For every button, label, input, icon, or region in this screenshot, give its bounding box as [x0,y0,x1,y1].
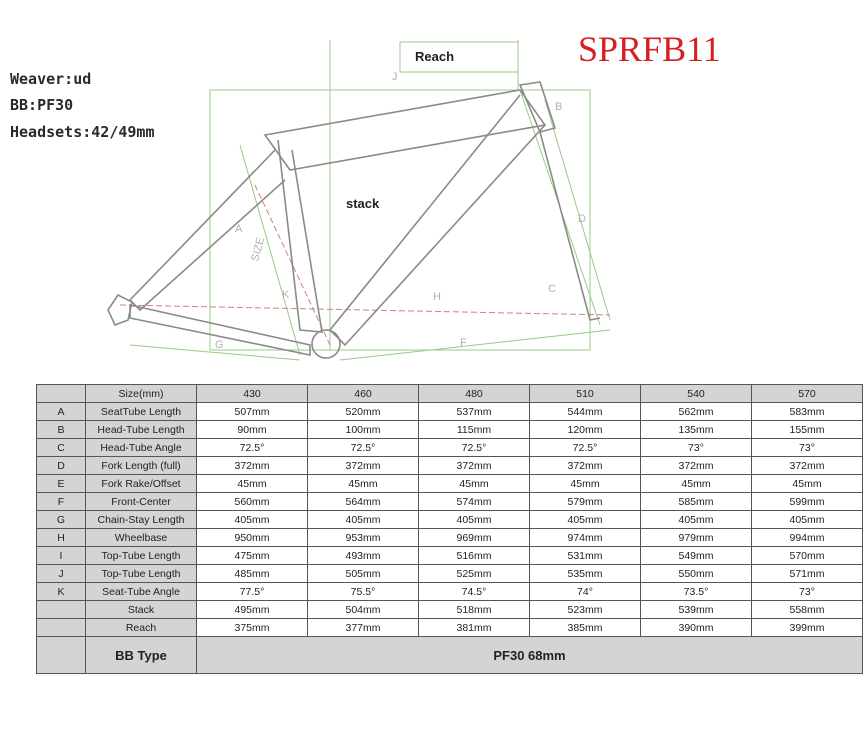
row-value: 74.5° [419,583,530,601]
row-value: 115mm [419,421,530,439]
row-value: 539mm [641,601,752,619]
row-letter: E [37,475,86,493]
row-value: 579mm [530,493,641,511]
row-value: 375mm [197,619,308,637]
row-value: 405mm [752,511,863,529]
stack-label: stack [346,196,380,211]
row-letter: C [37,439,86,457]
header-size-5: 570 [752,385,863,403]
row-value: 75.5° [308,583,419,601]
row-value: 505mm [308,565,419,583]
label-k: K [282,289,290,301]
row-value: 73° [641,439,752,457]
row-label: Front-Center [86,493,197,511]
row-label: Seat-Tube Angle [86,583,197,601]
reach-label: Reach [415,49,455,64]
row-value: 953mm [308,529,419,547]
row-label: Fork Length (full) [86,457,197,475]
row-value: 544mm [530,403,641,421]
row-value: 570mm [752,547,863,565]
row-letter: A [37,403,86,421]
row-value: 994mm [752,529,863,547]
table-row [37,529,863,547]
row-value: 45mm [419,475,530,493]
geometry-table [36,384,863,674]
model-name: SPRFB11 [578,29,721,69]
row-value: 399mm [752,619,863,637]
label-c: C [548,283,556,295]
row-value: 564mm [308,493,419,511]
row-value: 73.5° [641,583,752,601]
row-value: 558mm [752,601,863,619]
dropout [108,295,132,325]
row-value: 385mm [530,619,641,637]
header-size-3: 510 [530,385,641,403]
f-dim-line [340,330,610,360]
row-label: Chain-Stay Length [86,511,197,529]
table-row [37,493,863,511]
row-value: 516mm [419,547,530,565]
row-value: 518mm [419,601,530,619]
row-value: 405mm [530,511,641,529]
row-letter: B [37,421,86,439]
row-value: 562mm [641,403,752,421]
row-value: 523mm [530,601,641,619]
table-row [37,457,863,475]
seat-stay [130,150,285,310]
frame-geometry-diagram [0,0,760,380]
label-size: SIZE [249,236,268,263]
row-value: 485mm [197,565,308,583]
bottom-bracket [312,330,340,358]
row-value: 90mm [197,421,308,439]
row-label: SeatTube Length [86,403,197,421]
row-label: Top-Tube Length [86,547,197,565]
table-row [37,601,863,619]
row-value: 574mm [419,493,530,511]
row-value: 372mm [419,457,530,475]
row-value: 372mm [197,457,308,475]
label-g: G [215,339,224,351]
row-value: 72.5° [197,439,308,457]
table-row [37,565,863,583]
header-size-1: 460 [308,385,419,403]
header-letter-cell [37,385,86,403]
table-row [37,583,863,601]
row-value: 45mm [197,475,308,493]
header-size-2: 480 [419,385,530,403]
row-value: 45mm [530,475,641,493]
row-value: 549mm [641,547,752,565]
table-row [37,475,863,493]
row-value: 520mm [308,403,419,421]
row-letter: G [37,511,86,529]
row-value: 100mm [308,421,419,439]
row-value: 475mm [197,547,308,565]
row-value: 525mm [419,565,530,583]
table-row [37,619,863,637]
table-row [37,439,863,457]
row-label: Head-Tube Length [86,421,197,439]
row-value: 73° [752,439,863,457]
down-tube [330,95,545,345]
row-value: 73° [752,583,863,601]
row-value: 74° [530,583,641,601]
row-letter: K [37,583,86,601]
bb-letter-cell [37,637,86,674]
row-value: 537mm [419,403,530,421]
row-letter: I [37,547,86,565]
row-value: 495mm [197,601,308,619]
row-value: 72.5° [308,439,419,457]
row-value: 583mm [752,403,863,421]
table-row [37,421,863,439]
row-letter: H [37,529,86,547]
row-label: Top-Tube Length [86,565,197,583]
top-tube [265,90,545,170]
row-letter [37,619,86,637]
row-value: 45mm [752,475,863,493]
row-value: 372mm [752,457,863,475]
row-value: 77.5° [197,583,308,601]
row-value: 493mm [308,547,419,565]
row-value: 45mm [641,475,752,493]
row-value: 405mm [197,511,308,529]
row-label: Reach [86,619,197,637]
row-value: 405mm [419,511,530,529]
row-value: 974mm [530,529,641,547]
row-value: 405mm [641,511,752,529]
row-value: 372mm [530,457,641,475]
row-value: 950mm [197,529,308,547]
row-value: 599mm [752,493,863,511]
label-a: A [235,223,243,235]
row-letter: D [37,457,86,475]
label-d: D [578,213,586,225]
row-value: 979mm [641,529,752,547]
row-value: 390mm [641,619,752,637]
bb-type-row [37,637,863,674]
wheelbase-line [120,305,610,315]
row-value: 72.5° [419,439,530,457]
row-letter [37,601,86,619]
label-j: J [392,71,398,83]
table-row [37,403,863,421]
row-value: 377mm [308,619,419,637]
spec-bb: BB:PF30 [10,96,74,114]
table-row [37,547,863,565]
row-value: 381mm [419,619,530,637]
bb-type-value: PF30 68mm [197,637,863,674]
row-value: 155mm [752,421,863,439]
row-value: 504mm [308,601,419,619]
row-value: 45mm [308,475,419,493]
row-value: 969mm [419,529,530,547]
row-value: 571mm [752,565,863,583]
header-size-label: Size(mm) [86,385,197,403]
bb-type-label: BB Type [86,637,197,674]
spec-headsets: Headsets:42/49mm [10,123,155,141]
row-value: 560mm [197,493,308,511]
header-size-4: 540 [641,385,752,403]
row-value: 72.5° [530,439,641,457]
row-value: 531mm [530,547,641,565]
label-b: B [555,101,563,113]
row-value: 535mm [530,565,641,583]
row-value: 372mm [308,457,419,475]
row-value: 135mm [641,421,752,439]
label-h: H [433,291,441,303]
row-label: Wheelbase [86,529,197,547]
row-letter: F [37,493,86,511]
table-header-row [37,385,863,403]
row-value: 372mm [641,457,752,475]
label-f: F [460,337,467,349]
row-label: Fork Rake/Offset [86,475,197,493]
row-label: Stack [86,601,197,619]
row-value: 550mm [641,565,752,583]
header-size-0: 430 [197,385,308,403]
row-value: 507mm [197,403,308,421]
table-row [37,511,863,529]
row-value: 405mm [308,511,419,529]
row-value: 120mm [530,421,641,439]
spec-weave: Weaver:ud [10,70,92,88]
row-letter: J [37,565,86,583]
row-label: Head-Tube Angle [86,439,197,457]
row-value: 585mm [641,493,752,511]
